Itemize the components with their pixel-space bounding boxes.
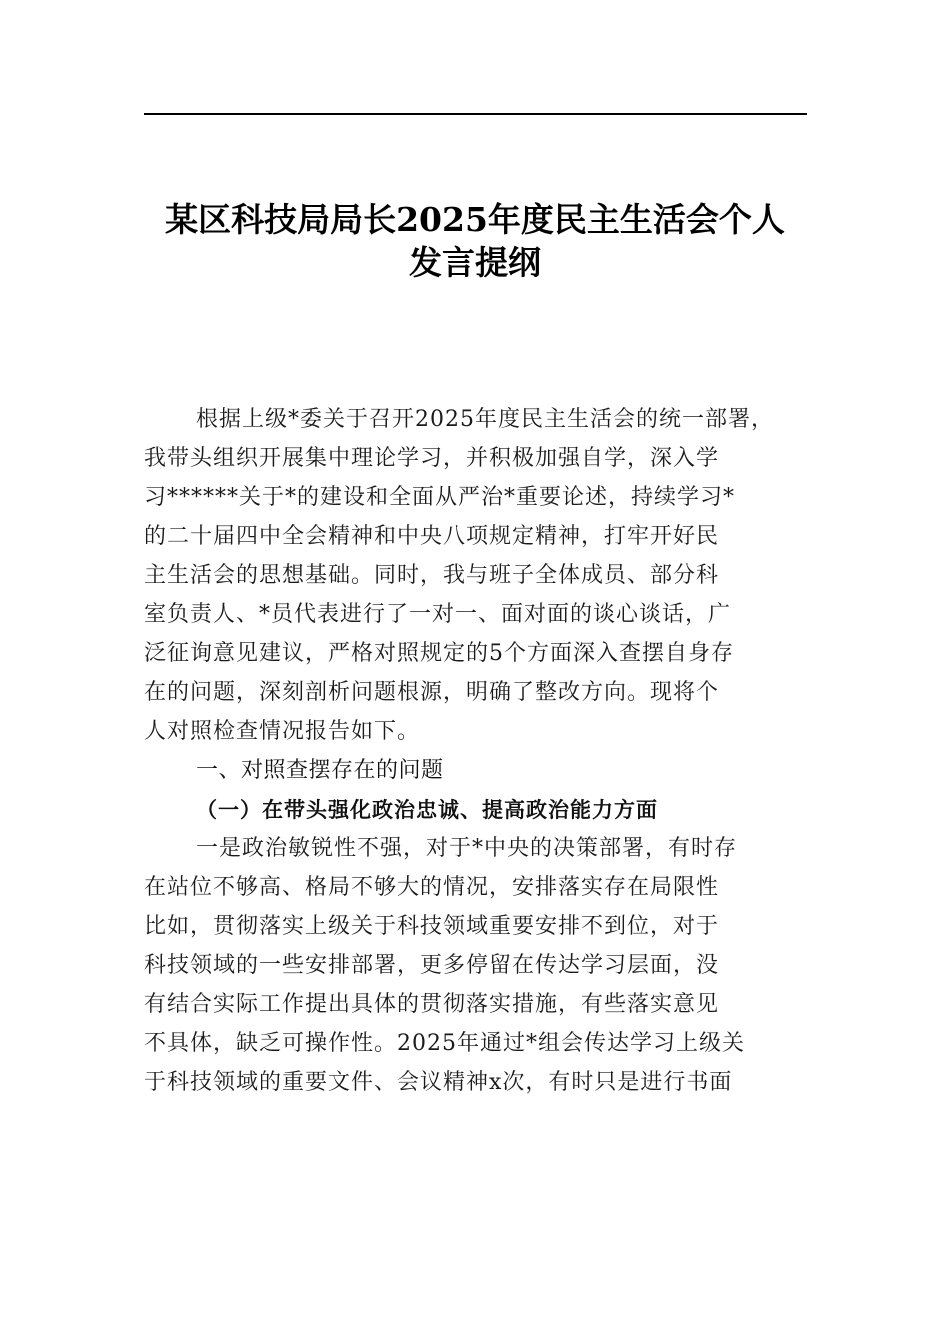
paragraph-line: 科技领域的一些安排部署，更多停留在传达学习层面，没 bbox=[144, 953, 720, 978]
paragraph-line: 一是政治敏锐性不强，对于*中央的决策部署，有时存 bbox=[196, 836, 738, 861]
header-rule bbox=[144, 113, 807, 115]
paragraph-line: 于科技领域的重要文件、会议精神x次，有时只是进行书面 bbox=[144, 1070, 733, 1095]
section-heading: 一、对照查摆存在的问题 bbox=[196, 758, 444, 783]
paragraph-line: 在的问题，深刻剖析问题根源，明确了整改方向。现将个 bbox=[144, 680, 720, 705]
paragraph-line: 主生活会的思想基础。同时，我与班子全体成员、部分科 bbox=[144, 563, 720, 588]
document-title-line-1: 某区科技局局长2025年度民主生活会个人 bbox=[165, 200, 785, 239]
paragraph-line: 泛征询意见建议，严格对照规定的5个方面深入查摆自身存 bbox=[144, 641, 734, 666]
paragraph-line: 不具体，缺乏可操作性。2025年通过*组会传达学习上级关 bbox=[144, 1031, 745, 1056]
document-title-line-2: 发言提纲 bbox=[409, 243, 541, 282]
paragraph-line: 室负责人、*员代表进行了一对一、面对面的谈心谈话，广 bbox=[144, 602, 732, 627]
subsection-heading: （一）在带头强化政治忠诚、提高政治能力方面 bbox=[196, 797, 658, 822]
paragraph-line: 在站位不够高、格局不够大的情况，安排落实存在局限性 bbox=[144, 875, 720, 900]
paragraph-line: 我带头组织开展集中理论学习，并积极加强自学，深入学 bbox=[144, 446, 720, 471]
document-body bbox=[144, 400, 808, 1102]
paragraph-line: 人对照检查情况报告如下。 bbox=[144, 719, 421, 744]
paragraph-line: 习******关于*的建设和全面从严治*重要论述，持续学习* bbox=[144, 485, 736, 510]
paragraph-line: 根据上级*委关于召开2025年度民主生活会的统一部署， bbox=[196, 407, 774, 432]
paragraph-line: 的二十届四中全会精神和中央八项规定精神，打牢开好民 bbox=[144, 524, 720, 549]
paragraph-line: 有结合实际工作提出具体的贯彻落实措施，有些落实意见 bbox=[144, 992, 720, 1017]
paragraph-line: 比如，贯彻落实上级关于科技领域重要安排不到位，对于 bbox=[144, 914, 720, 939]
